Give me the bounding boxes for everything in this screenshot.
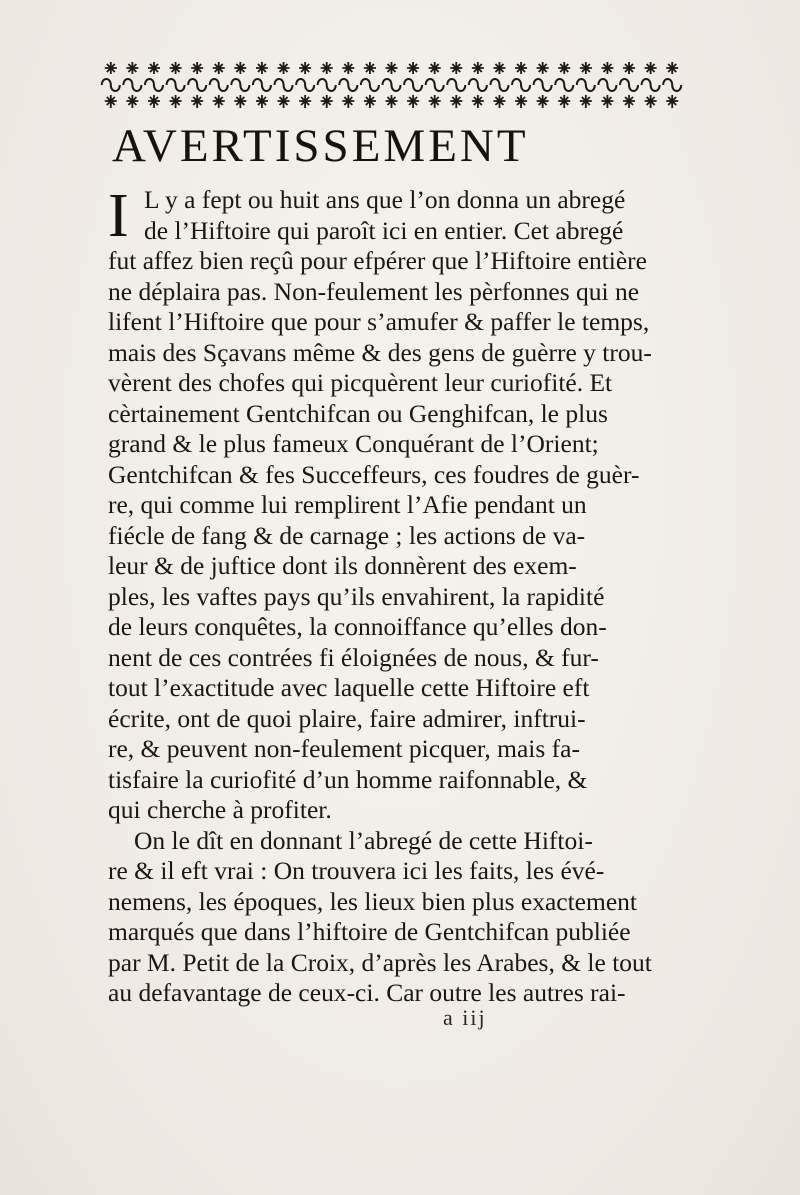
fleuron-top <box>601 62 613 74</box>
fleuron-top <box>256 62 268 74</box>
fleuron-middle <box>102 79 120 91</box>
fleuron-top <box>342 62 354 74</box>
fleuron-bottom <box>213 95 225 108</box>
fleuron-bottom <box>105 95 117 108</box>
fleuron-middle <box>404 79 422 91</box>
text-line-17: tout l’exactitude avec laquelle cette Hiftoire eft <box>108 673 590 702</box>
fleuron-top <box>105 62 117 74</box>
fleuron-top <box>666 62 678 74</box>
body-text <box>108 182 708 1009</box>
fleuron-bottom <box>601 95 613 108</box>
fleuron-bottom <box>256 95 268 108</box>
fleuron-middle <box>512 79 530 91</box>
text-line-9: grand & le plus fameux Conquérant de l’Orient; <box>108 429 599 458</box>
fleuron-middle <box>167 79 185 91</box>
fleuron-top <box>234 62 246 74</box>
fleuron-middle <box>361 79 379 91</box>
fleuron-top <box>515 62 527 74</box>
fleuron-middle <box>231 79 249 91</box>
fleuron-bottom <box>364 95 376 108</box>
text-line-15: de leurs conquêtes, la connoiffance qu’elles don- <box>108 612 607 641</box>
text-line-22: On le dît en donnant l’abregé de cette Hiftoi- <box>134 825 593 855</box>
fleuron-top <box>364 62 376 74</box>
fleuron-top <box>299 62 311 74</box>
fleuron-bottom <box>234 95 246 108</box>
fleuron-middle <box>318 79 336 91</box>
fleuron-bottom <box>321 95 333 108</box>
fleuron-bottom <box>580 95 592 108</box>
text-line-25: marqués que dans l’hiftoire de Gentchifcan publiée <box>108 917 631 946</box>
fleuron-bottom <box>148 95 160 108</box>
fleuron-middle <box>145 79 163 91</box>
fleuron-middle <box>383 79 401 91</box>
page-heading: AVERTISSEMENT <box>112 120 529 172</box>
fleuron-top <box>321 62 333 74</box>
text-line-19: re, & peuvent non-feulement picquer, mais fa- <box>108 734 580 763</box>
text-line-5: lifent l’Hiftoire que pour s’amufer & paffer le temps, <box>108 307 650 336</box>
text-line-27: au defavantage de ceux-ci. Car outre les autres rai- <box>108 978 626 1007</box>
fleuron-top <box>493 62 505 74</box>
fleuron-middle <box>188 79 206 91</box>
fleuron-bottom <box>450 95 462 108</box>
fleuron-bottom <box>537 95 549 108</box>
fleuron-bottom <box>493 95 505 108</box>
fleuron-top <box>472 62 484 74</box>
fleuron-top <box>580 62 592 74</box>
fleuron-bottom <box>645 95 657 108</box>
text-line-2: de l’Hiftoire qui paroît ici en entier. Cet abregé <box>144 215 624 245</box>
fleuron-top <box>645 62 657 74</box>
text-line-4: ne déplaira pas. Non-feulement les pèrfonnes qui ne <box>108 276 640 306</box>
fleuron-top <box>450 62 462 74</box>
fleuron-bottom <box>472 95 484 108</box>
fleuron-middle <box>577 79 595 91</box>
fleuron-middle <box>253 79 271 91</box>
text-line-24: nemens, les époques, les lieux bien plus exactement <box>108 886 637 916</box>
fleuron-middle <box>426 79 444 91</box>
fleuron-top <box>558 62 570 74</box>
fleuron-middle <box>642 79 660 91</box>
fleuron-bottom <box>342 95 354 108</box>
fleuron-bottom <box>299 95 311 108</box>
text-line-10: Gentchifcan & fes Succeffeurs, ces foudres de guèr- <box>108 459 640 489</box>
fleuron-bottom <box>623 95 635 108</box>
fleuron-middle <box>598 79 616 91</box>
fleuron-middle <box>490 79 508 91</box>
fleuron-bottom <box>515 95 527 108</box>
fleuron-middle <box>663 79 681 91</box>
text-line-23: re & il eft vrai : On trouvera ici les faits, les évé- <box>108 856 605 885</box>
text-line-8: cèrtainement Gentchifcan ou Genghifcan, le plus <box>108 398 608 428</box>
fleuron-top <box>429 62 441 74</box>
fleuron-top <box>407 62 419 74</box>
fleuron-middle <box>210 79 228 91</box>
fleuron-bottom <box>407 95 419 108</box>
fleuron-middle <box>339 79 357 91</box>
dropcap-letter: I <box>108 182 129 250</box>
text-line-6: mais des Sçavans même & des gens de guèrre y trou- <box>108 337 652 367</box>
fleuron-middle <box>275 79 293 91</box>
fleuron-bottom <box>429 95 441 108</box>
text-line-12: fiécle de fang & de carnage ; les actions de va- <box>108 520 586 550</box>
text-line-20: tisfaire la curiofité d’un homme raifonnable, & <box>108 764 588 794</box>
fleuron-bottom <box>126 95 138 108</box>
signature-mark: a iij <box>443 1005 487 1030</box>
fleuron-top <box>537 62 549 74</box>
fleuron-bottom <box>191 95 203 108</box>
text-line-16: nent de ces contrées fi éloignées de nous, & fur- <box>108 642 599 672</box>
fleuron-top <box>213 62 225 74</box>
text-line-18: écrite, ont de quoi plaire, faire admirer, inftrui- <box>108 703 586 733</box>
fleuron-top <box>278 62 290 74</box>
text-line-7: vèrent des chofes qui picquèrent leur curiofité. Et <box>108 368 613 397</box>
fleuron-middle <box>620 79 638 91</box>
text-line-11: re, qui comme lui remplirent l’Afie pendant un <box>108 490 587 519</box>
fleuron-middle <box>469 79 487 91</box>
text-line-13: leur & de juftice dont ils donnèrent des exem- <box>108 551 577 580</box>
fleuron-top <box>126 62 138 74</box>
fleuron-top <box>170 62 182 74</box>
fleuron-top <box>623 62 635 74</box>
fleuron-bottom <box>170 95 182 108</box>
fleuron-bottom <box>666 95 678 108</box>
text-line-14: ples, les vaftes pays qu’ils envahirent, la rapidité <box>108 581 605 611</box>
fleuron-top <box>386 62 398 74</box>
fleuron-top <box>191 62 203 74</box>
fleuron-bottom <box>386 95 398 108</box>
fleuron-bottom <box>558 95 570 108</box>
text-line-3: fut affez bien reçû pour efpérer que l’Hiftoire entière <box>108 246 647 275</box>
fleuron-bottom <box>278 95 290 108</box>
text-line-26: par M. Petit de la Croix, d’après les Arabes, & le tout <box>108 947 652 977</box>
decorative-headpiece-ornament <box>100 60 683 110</box>
fleuron-middle <box>296 79 314 91</box>
text-line-1: I L y a fept ou huit ans que l’on donna un abregé <box>108 182 626 250</box>
fleuron-middle <box>534 79 552 91</box>
fleuron-top <box>148 62 160 74</box>
text-line-21: qui cherche à profiter. <box>108 795 332 824</box>
fleuron-middle <box>123 79 141 91</box>
fleuron-middle <box>555 79 573 91</box>
fleuron-middle <box>447 79 465 91</box>
